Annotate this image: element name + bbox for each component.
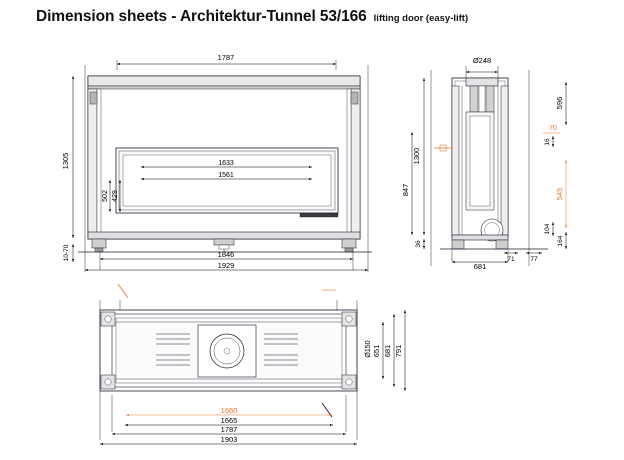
svg-text:70: 70 <box>549 125 557 132</box>
dim-side-104 <box>544 222 553 236</box>
svg-text:681: 681 <box>473 262 487 271</box>
svg-text:847: 847 <box>401 183 410 197</box>
dim-side-71 <box>504 253 518 263</box>
dim-side-16 <box>544 136 553 147</box>
dim-plan-1903 <box>100 435 357 444</box>
dim-side-36 <box>415 239 424 249</box>
svg-text:36: 36 <box>415 240 422 248</box>
title-main-text: Dimension sheets - Architektur-Tunnel 53/166 <box>36 8 367 25</box>
svg-text:10-70: 10-70 <box>63 244 70 262</box>
dim-side-596 <box>555 82 566 125</box>
svg-text:1846: 1846 <box>217 250 235 259</box>
svg-text:681: 681 <box>383 344 392 358</box>
dim-plan-651 <box>372 322 383 379</box>
svg-text:1665: 1665 <box>220 416 238 425</box>
svg-text:Ø248: Ø248 <box>472 56 492 65</box>
svg-text:502: 502 <box>102 190 109 202</box>
dim-plan-150 <box>365 340 372 357</box>
svg-text:1787: 1787 <box>220 425 238 434</box>
dim-front-bottom-1846 <box>100 250 353 259</box>
dim-side-847 <box>401 132 412 235</box>
svg-text:545: 545 <box>555 187 564 201</box>
dim-front-bottom-1929 <box>85 261 368 270</box>
svg-text:651: 651 <box>372 344 381 358</box>
svg-text:16: 16 <box>544 138 551 146</box>
svg-text:71: 71 <box>507 256 515 263</box>
dim-side-164 <box>557 232 566 249</box>
dim-side-681 <box>452 262 508 271</box>
svg-text:1787: 1787 <box>217 53 235 62</box>
dim-front-top-1787 <box>117 53 336 64</box>
dim-side-dia-248 <box>466 56 498 80</box>
svg-text:596: 596 <box>555 96 564 110</box>
dim-side-545-orange <box>555 160 566 228</box>
dim-side-1300 <box>412 78 424 235</box>
svg-text:1660: 1660 <box>220 406 238 415</box>
dim-plan-1665 <box>125 416 333 425</box>
dim-plan-791 <box>394 310 405 391</box>
svg-text:1305: 1305 <box>61 152 70 170</box>
svg-text:104: 104 <box>544 223 551 235</box>
svg-text:Ø150: Ø150 <box>365 340 372 358</box>
svg-text:1903: 1903 <box>220 435 238 444</box>
svg-text:1300: 1300 <box>412 147 421 165</box>
title-subtitle-text: lifting door (easy-lift) <box>373 13 469 24</box>
svg-text:791: 791 <box>394 344 403 358</box>
dim-plan-681 <box>383 314 394 387</box>
dim-front-height-1305 <box>61 76 73 238</box>
svg-text:77: 77 <box>530 256 538 263</box>
plan-view <box>100 284 405 444</box>
dim-side-70-orange <box>543 125 560 133</box>
dim-plan-1660-orange <box>126 406 332 415</box>
svg-text:1929: 1929 <box>217 261 235 270</box>
dim-plan-1787 <box>112 425 346 434</box>
svg-text:1633: 1633 <box>218 160 234 167</box>
svg-text:1561: 1561 <box>218 172 234 179</box>
dim-front-10-70 <box>63 244 73 262</box>
dim-side-77 <box>526 253 542 263</box>
svg-text:164: 164 <box>557 235 564 247</box>
side-elevation-view <box>401 56 566 271</box>
svg-text:429: 429 <box>112 190 119 202</box>
front-elevation-view <box>61 53 372 272</box>
